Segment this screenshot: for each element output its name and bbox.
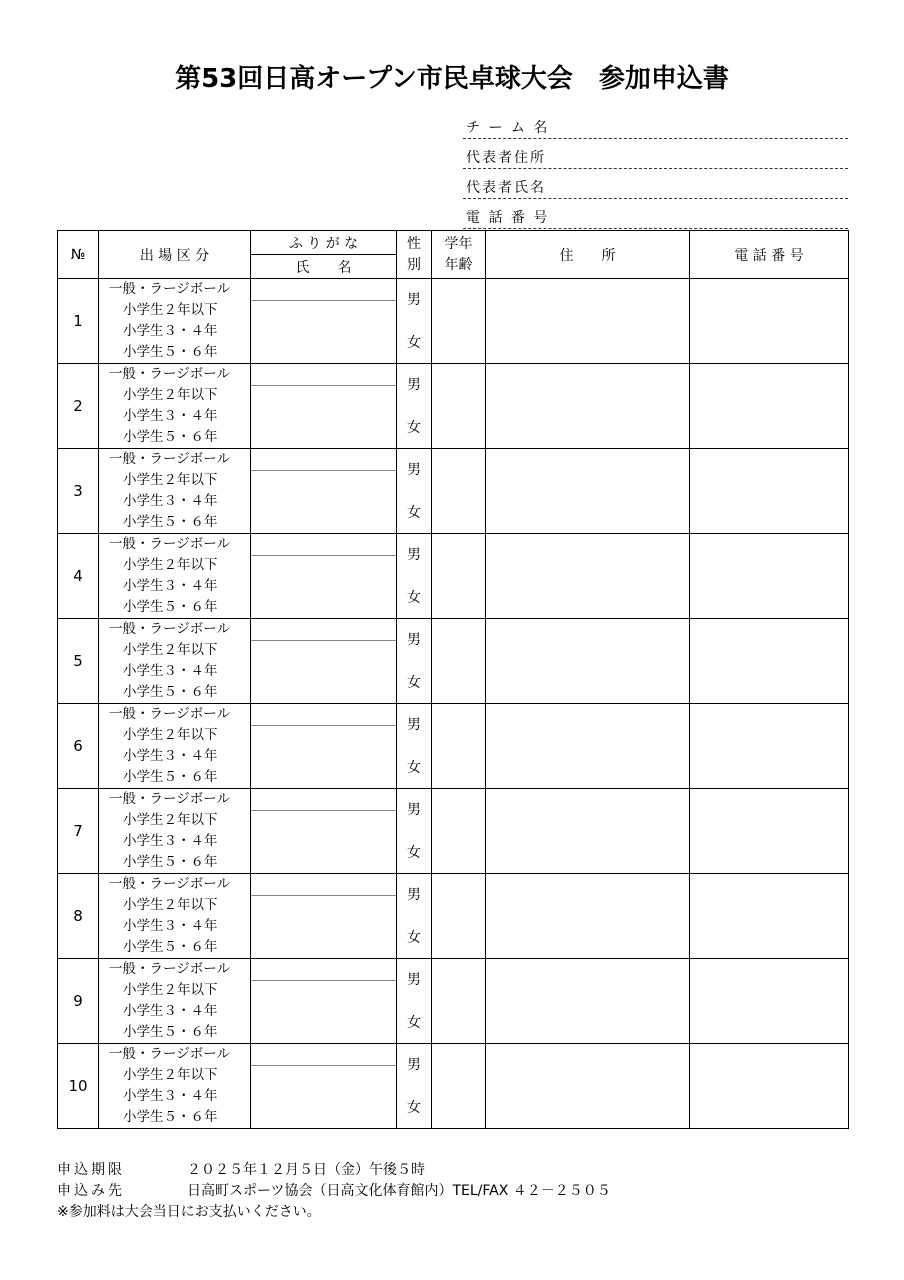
name-cell[interactable] — [251, 279, 397, 364]
address-input[interactable] — [486, 704, 690, 789]
name-cell[interactable] — [251, 1044, 397, 1129]
category-option[interactable]: 小学生３・４年 — [123, 663, 218, 679]
category-option[interactable]: 小学生５・６年 — [123, 854, 218, 870]
team-name-field[interactable] — [463, 110, 848, 139]
category-cell — [99, 449, 251, 534]
category-cell — [99, 959, 251, 1044]
category-option[interactable]: 小学生３・４年 — [123, 833, 218, 849]
category-option[interactable]: 小学生３・４年 — [123, 323, 218, 339]
table-row — [58, 364, 849, 449]
table-row — [58, 874, 849, 959]
sex-male-option[interactable]: 男 — [407, 377, 421, 393]
row-number: 5 — [58, 619, 99, 704]
category-option[interactable]: 小学生２年以下 — [123, 812, 218, 828]
category-option[interactable]: 小学生２年以下 — [123, 982, 218, 998]
row-number: 1 — [58, 279, 99, 364]
category-option[interactable]: 小学生３・４年 — [123, 578, 218, 594]
category-option[interactable]: 小学生５・６年 — [123, 769, 218, 785]
category-option[interactable]: 一般・ラージボール — [109, 281, 230, 297]
sex-male-option[interactable]: 男 — [407, 717, 421, 733]
phone-input[interactable] — [690, 959, 849, 1044]
category-option[interactable]: 小学生５・６年 — [123, 514, 218, 530]
furigana-input[interactable] — [251, 449, 396, 471]
team-name-label: チ ー ム 名 — [466, 120, 550, 136]
category-cell — [99, 704, 251, 789]
row-number: 3 — [58, 449, 99, 534]
category-option[interactable]: 小学生２年以下 — [123, 557, 218, 573]
category-option[interactable]: 一般・ラージボール — [109, 876, 230, 892]
category-option[interactable]: 小学生５・６年 — [123, 939, 218, 955]
furigana-input[interactable] — [251, 874, 396, 896]
address-input[interactable] — [486, 874, 690, 959]
grade-age-input[interactable] — [432, 874, 486, 959]
rep-name-field[interactable] — [463, 170, 848, 199]
name-cell[interactable] — [251, 449, 397, 534]
category-option[interactable]: 一般・ラージボール — [109, 536, 230, 552]
grade-age-input[interactable] — [432, 704, 486, 789]
grade-age-input[interactable] — [432, 1044, 486, 1129]
grade-age-input[interactable] — [432, 364, 486, 449]
table-row — [58, 789, 849, 874]
name-cell[interactable] — [251, 789, 397, 874]
grade-age-input[interactable] — [432, 534, 486, 619]
phone-input[interactable] — [690, 619, 849, 704]
sex-cell — [397, 534, 432, 619]
category-option[interactable]: 一般・ラージボール — [109, 366, 230, 382]
phone-input[interactable] — [690, 449, 849, 534]
sex-cell — [397, 874, 432, 959]
category-option[interactable]: 小学生２年以下 — [123, 897, 218, 913]
fee-note: ※参加料は大会当日にお支払いください。 — [57, 1204, 321, 1220]
rep-address-field[interactable] — [463, 140, 848, 169]
sex-male-option[interactable]: 男 — [407, 1057, 421, 1073]
category-option[interactable]: 小学生２年以下 — [123, 642, 218, 658]
grade-age-input[interactable] — [432, 789, 486, 874]
phone-input[interactable] — [690, 704, 849, 789]
category-option[interactable]: 小学生３・４年 — [123, 408, 218, 424]
name-cell[interactable] — [251, 619, 397, 704]
category-option[interactable]: 小学生５・６年 — [123, 1109, 218, 1125]
category-option[interactable]: 一般・ラージボール — [109, 791, 230, 807]
furigana-input[interactable] — [251, 279, 396, 301]
furigana-input[interactable] — [251, 534, 396, 556]
table-row — [58, 449, 849, 534]
row-number: 2 — [58, 364, 99, 449]
name-cell[interactable] — [251, 874, 397, 959]
phone-input[interactable] — [690, 534, 849, 619]
category-cell — [99, 534, 251, 619]
entry-table — [57, 230, 849, 1129]
sex-male-option[interactable]: 男 — [407, 462, 421, 478]
sex-female-option[interactable]: 女 — [407, 930, 421, 946]
grade-age-input[interactable] — [432, 449, 486, 534]
sex-male-option[interactable]: 男 — [407, 802, 421, 818]
address-input[interactable] — [486, 279, 690, 364]
table-row — [58, 1044, 849, 1129]
sex-cell — [397, 619, 432, 704]
category-option[interactable]: 一般・ラージボール — [109, 706, 230, 722]
address-input[interactable] — [486, 534, 690, 619]
sex-cell — [397, 1044, 432, 1129]
address-input[interactable] — [486, 364, 690, 449]
address-input[interactable] — [486, 1044, 690, 1129]
sex-female-option[interactable]: 女 — [407, 335, 421, 351]
category-cell — [99, 364, 251, 449]
header-sex: 性 別 — [397, 231, 432, 279]
phone-field[interactable] — [463, 200, 848, 229]
sex-female-option[interactable]: 女 — [407, 760, 421, 776]
rep-address-label: 代表者住所 — [466, 150, 546, 166]
row-number: 8 — [58, 874, 99, 959]
sex-male-option[interactable]: 男 — [407, 887, 421, 903]
header-no: № — [58, 231, 99, 279]
phone-input[interactable] — [690, 789, 849, 874]
category-option[interactable]: 小学生２年以下 — [123, 1067, 218, 1083]
phone-label: 電 話 番 号 — [466, 210, 550, 226]
sex-female-option[interactable]: 女 — [407, 675, 421, 691]
table-row — [58, 619, 849, 704]
sex-cell — [397, 959, 432, 1044]
table-row — [58, 279, 849, 364]
header-grade-age: 学年 年齢 — [432, 231, 486, 279]
category-option[interactable]: 小学生３・４年 — [123, 748, 218, 764]
header-name — [251, 231, 397, 279]
category-option[interactable]: 小学生２年以下 — [123, 387, 218, 403]
category-option[interactable]: 小学生２年以下 — [123, 727, 218, 743]
sex-cell — [397, 364, 432, 449]
sex-female-option[interactable]: 女 — [407, 505, 421, 521]
category-cell — [99, 1044, 251, 1129]
sex-cell — [397, 449, 432, 534]
category-option[interactable]: 小学生２年以下 — [123, 302, 218, 318]
furigana-input[interactable] — [251, 619, 396, 641]
address-input[interactable] — [486, 959, 690, 1044]
sex-male-option[interactable]: 男 — [407, 972, 421, 988]
sex-female-option[interactable]: 女 — [407, 1100, 421, 1116]
category-option[interactable]: 小学生５・６年 — [123, 344, 218, 360]
category-option[interactable]: 一般・ラージボール — [109, 451, 230, 467]
header-phone: 電 話 番 号 — [690, 231, 849, 279]
sex-cell — [397, 789, 432, 874]
deadline-value: ２０２５年１２月５日（金）午後５時 — [187, 1162, 425, 1178]
row-number: 4 — [58, 534, 99, 619]
sex-male-option[interactable]: 男 — [407, 547, 421, 563]
phone-input[interactable] — [690, 364, 849, 449]
category-cell — [99, 279, 251, 364]
row-number: 9 — [58, 959, 99, 1044]
phone-input[interactable] — [690, 279, 849, 364]
category-option[interactable]: 小学生３・４年 — [123, 1088, 218, 1104]
furigana-input[interactable] — [251, 704, 396, 726]
sex-female-option[interactable]: 女 — [407, 590, 421, 606]
category-cell — [99, 789, 251, 874]
furigana-input[interactable] — [251, 789, 396, 811]
table-row — [58, 534, 849, 619]
row-number: 7 — [58, 789, 99, 874]
sex-female-option[interactable]: 女 — [407, 1015, 421, 1031]
furigana-input[interactable] — [251, 1044, 396, 1066]
rep-name-label: 代表者氏名 — [466, 180, 546, 196]
row-number: 6 — [58, 704, 99, 789]
name-cell[interactable] — [251, 534, 397, 619]
table-row — [58, 704, 849, 789]
header-furigana: ふ り が な — [251, 231, 396, 255]
category-cell — [99, 619, 251, 704]
address-input[interactable] — [486, 789, 690, 874]
category-option[interactable]: 小学生５・６年 — [123, 599, 218, 615]
address-input[interactable] — [486, 619, 690, 704]
deadline-label: 申込期限 — [57, 1162, 125, 1178]
table-row — [58, 959, 849, 1044]
category-cell — [99, 874, 251, 959]
sex-female-option[interactable]: 女 — [407, 845, 421, 861]
category-option[interactable]: 小学生２年以下 — [123, 472, 218, 488]
header-address: 住 所 — [486, 231, 690, 279]
page-title: 第53回日高オープン市民卓球大会 参加申込書 — [175, 64, 729, 94]
category-option[interactable]: 小学生３・４年 — [123, 918, 218, 934]
category-option[interactable]: 小学生５・６年 — [123, 684, 218, 700]
phone-input[interactable] — [690, 1044, 849, 1129]
category-option[interactable]: 小学生５・６年 — [123, 1024, 218, 1040]
destination-label: 申込み先 — [57, 1183, 125, 1199]
grade-age-input[interactable] — [432, 619, 486, 704]
name-cell[interactable] — [251, 704, 397, 789]
furigana-input[interactable] — [251, 364, 396, 386]
address-input[interactable] — [486, 449, 690, 534]
row-number: 10 — [58, 1044, 99, 1129]
category-option[interactable]: 小学生３・４年 — [123, 493, 218, 509]
header-fullname: 氏 名 — [295, 259, 352, 276]
sex-cell — [397, 704, 432, 789]
furigana-input[interactable] — [251, 959, 396, 981]
footer — [57, 1160, 611, 1223]
category-option[interactable]: 小学生５・６年 — [123, 429, 218, 445]
category-option[interactable]: 一般・ラージボール — [109, 961, 230, 977]
sex-male-option[interactable]: 男 — [407, 632, 421, 648]
sex-female-option[interactable]: 女 — [407, 420, 421, 436]
phone-input[interactable] — [690, 874, 849, 959]
category-option[interactable]: 一般・ラージボール — [109, 1046, 230, 1062]
category-option[interactable]: 小学生３・４年 — [123, 1003, 218, 1019]
sex-male-option[interactable]: 男 — [407, 292, 421, 308]
grade-age-input[interactable] — [432, 959, 486, 1044]
category-option[interactable]: 一般・ラージボール — [109, 621, 230, 637]
name-cell[interactable] — [251, 364, 397, 449]
destination-value: 日高町スポーツ協会（日高文化体育館内）TEL/FAX ４２－２５０５ — [187, 1183, 611, 1199]
grade-age-input[interactable] — [432, 279, 486, 364]
header-category: 出 場 区 分 — [99, 231, 251, 279]
sex-cell — [397, 279, 432, 364]
name-cell[interactable] — [251, 959, 397, 1044]
